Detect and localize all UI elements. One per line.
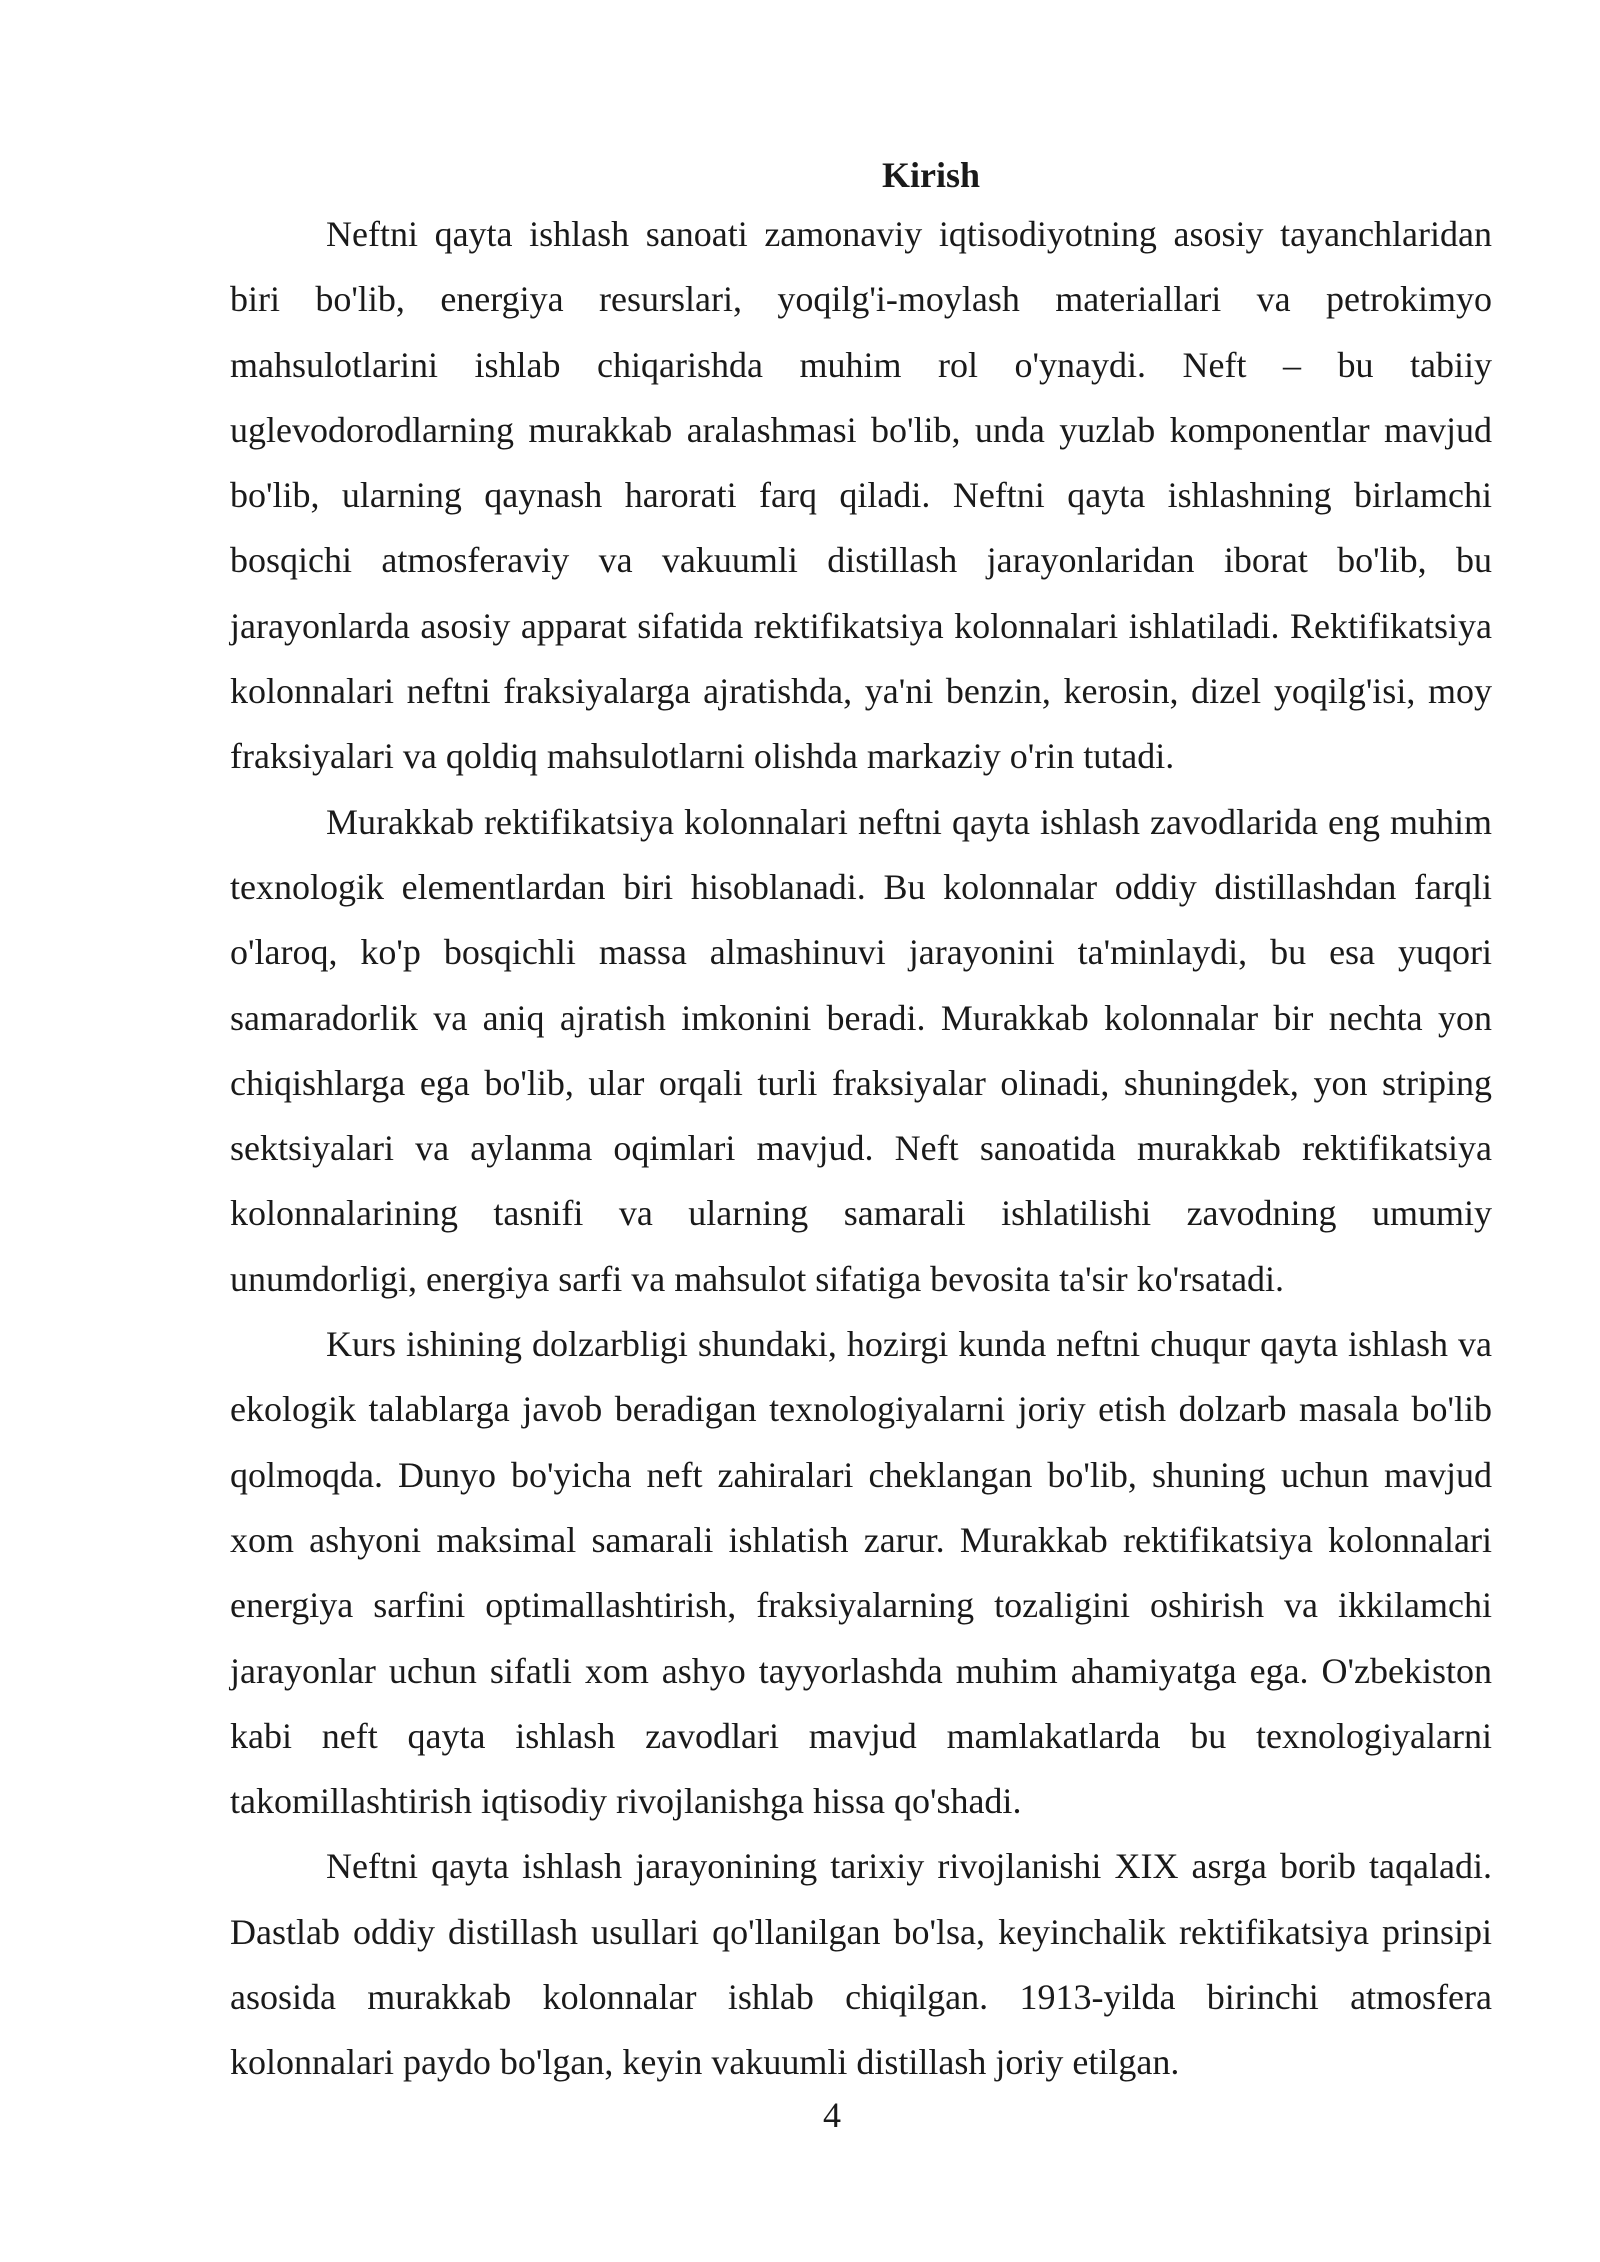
paragraph-1: Neftni qayta ishlash sanoati zamonaviy iqtisodiyotning asosiy tayanchlaridan biri bo'lib, energiya resurslari, yoqilg'i-moylash materiallari va petrokimyo mahsulotlarini ishlab chiqarishda muhim rol o'ynaydi. Neft – bu tabiiy uglevodorodlarning murakkab aralashmasi bo'lib, unda yuzlab komponentlar mavjud bo'lib, ularning qaynash harorati farq qiladi. Neftni qayta ishlashning birlamchi bosqichi atmosferaviy va vakuumli distillash jarayonlaridan iborat bo'lib, bu jarayonlarda asosiy apparat sifatida rektifikatsiya kolonnalari ishlatiladi. Rektifikatsiya kolonnalari neftni fraksiyalarga ajratishda, ya'ni benzin, kerosin, dizel yoqilg'isi, moy fraksiyalari va qoldiq mahsulotlarni olishda markaziy o'rin tutadi.: [230, 214, 1492, 777]
paragraph-3: Kurs ishining dolzarbligi shundaki, hozirgi kunda neftni chuqur qayta ishlash va ekologik talablarga javob beradigan texnologiyalarni joriy etish dolzarb masala bo'lib qolmoqda. Dunyo bo'yicha neft zahiralari cheklangan bo'lib, shuning uchun mavjud xom ashyoni maksimal samarali ishlatish zarur. Murakkab rektifikatsiya kolonnalari energiya sarfini optimallashtirish, fraksiyalarning tozaligini oshirish va ikkilamchi jarayonlar uchun sifatli xom ashyo tayyorlashda muhim ahamiyatga ega. O'zbekiston kabi neft qayta ishlash zavodlari mavjud mamlakatlarda bu texnologiyalarni takomillashtirish iqtisodiy rivojlanishga hissa qo'shadi.: [230, 1324, 1492, 1822]
page-content: [230, 148, 1492, 2096]
paragraph-4: Neftni qayta ishlash jarayonining tarixiy rivojlanishi XIX asrga borib taqaladi. Dastlab oddiy distillash usullari qo'llanilgan bo'lsa, keyinchalik rektifikatsiya prinsipi asosida murakkab kolonnalar ishlab chiqilgan. 1913-yilda birinchi atmosfera kolonnalari paydo bo'lgan, keyin vakuumli distillash joriy etilgan.: [230, 1846, 1492, 2083]
paragraph-2: Murakkab rektifikatsiya kolonnalari neftni qayta ishlash zavodlarida eng muhim texnologik elementlardan biri hisoblanadi. Bu kolonnalar oddiy distillashdan farqli o'laroq, ko'p bosqichli massa almashinuvi jarayonini ta'minlaydi, bu esa yuqori samaradorlik va aniq ajratish imkonini beradi. Murakkab kolonnalar bir nechta yon chiqishlarga ega bo'lib, ular orqali turli fraksiyalar olinadi, shuningdek, yon striping sektsiyalari va aylanma oqimlari mavjud. Neft sanoatida murakkab rektifikatsiya kolonnalarining tasnifi va ularning samarali ishlatilishi zavodning umumiy unumdorligi, energiya sarfi va mahsulot sifatiga bevosita ta'sir ko'rsatadi.: [230, 801, 1492, 1299]
page-number: 4: [823, 2095, 841, 2135]
section-title: Kirish: [881, 155, 980, 195]
